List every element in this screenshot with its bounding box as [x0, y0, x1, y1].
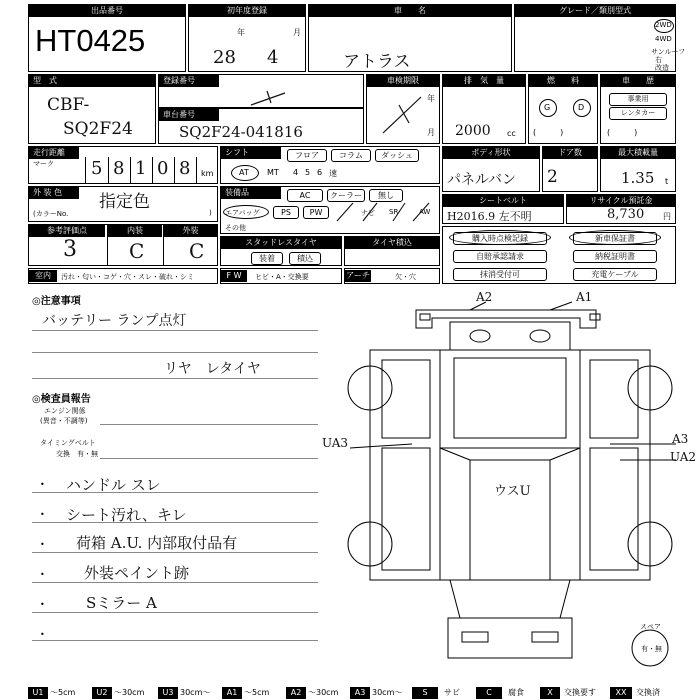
interior-condition-items: 汚れ・匂い・コゲ・穴・スレ・破れ・シミ [61, 273, 194, 281]
studless-header: スタッドレスタイヤ [221, 237, 341, 249]
equipment-airbag-circle [223, 205, 269, 219]
tire-load-box [344, 236, 440, 266]
diagram-ua3-left: UA3 [322, 436, 349, 450]
lot-number-value: HT0425 [35, 23, 146, 58]
color-sub: (カラーNo. [33, 210, 69, 218]
model-value-line1: CBF- [47, 95, 90, 115]
equipment-none: 無し [369, 189, 403, 202]
legend-code: U2 [92, 687, 112, 699]
equipment-ps: PS [273, 206, 299, 219]
legend-code: C [476, 687, 502, 699]
legend-desc: 30cm～ [372, 688, 403, 697]
interior-score-header: 内装 [108, 225, 162, 237]
inspection-year-unit: 年 [427, 94, 435, 103]
first-registration-header: 初年度登録 [189, 5, 305, 17]
arch-header: アーチ [346, 271, 370, 280]
equipment-airbag: エアバッグ [225, 209, 260, 217]
mileage-digit: 5 [91, 158, 103, 179]
score-value: 3 [63, 237, 77, 262]
mileage-digit: 8 [113, 158, 125, 179]
recycle-value: 8,730 [607, 207, 645, 222]
engine-sub: (異音・不調等) [40, 417, 88, 425]
fuel-paren: ( ) [533, 128, 564, 137]
mileage-digit: 8 [179, 158, 191, 179]
service-circle [569, 230, 661, 245]
shift-floor: フロア [287, 149, 327, 162]
equipment-cooler: クーラー [327, 189, 365, 202]
body-type-box [442, 146, 540, 192]
notes-line2: リヤ レタイヤ [164, 361, 261, 377]
seatbelt-value: H2016.9 左不明 [447, 210, 532, 223]
diagram-ua2-right: UA2 [670, 450, 697, 464]
shift-dash: ダッシュ [375, 149, 419, 162]
diagram-roof-note: ウスU [494, 484, 531, 499]
fuel-d: D [578, 103, 585, 112]
first-reg-year: 28 [213, 47, 236, 68]
service-item: 自賠承認請求 [453, 250, 547, 263]
shift-speed-6: 6 [317, 168, 323, 177]
seatbelt-header: シートベルト [443, 195, 563, 207]
shift-mt: MT [267, 168, 279, 177]
shift-speed-5: 5 [305, 168, 311, 177]
capacity-box [600, 146, 676, 192]
displacement-box [442, 74, 526, 144]
first-reg-year-unit: 年 [237, 28, 245, 37]
car-name-header: 車 名 [309, 5, 511, 17]
mileage-digits [85, 157, 197, 183]
mileage-mark: マーク [33, 160, 54, 168]
legend-desc: ～30cm [114, 688, 145, 697]
model-header: 型 式 [29, 75, 155, 87]
mileage-box [28, 146, 218, 184]
remark-item: シート汚れ、キレ [66, 506, 187, 524]
diagram-a3-right: A3 [672, 432, 689, 446]
chassis-header: 車台番号 [159, 109, 219, 121]
equipment-strikes [333, 201, 433, 223]
fuel-header: 燃 料 [529, 75, 597, 87]
diagram-a1: A1 [576, 290, 593, 304]
mileage-digit: 1 [135, 158, 147, 179]
grade-header: グレード／類別型式 [515, 5, 675, 17]
body-type-value: パネルバン [447, 172, 517, 188]
service-item: 購入時点検記録 [453, 232, 547, 245]
legend-code: XX [610, 687, 632, 699]
legend-code: U3 [158, 687, 178, 699]
studless-opt1: 装着 [251, 252, 283, 265]
fw-box [220, 268, 342, 284]
doors-value: 2 [547, 167, 558, 187]
legend-desc: サビ [444, 688, 460, 697]
equipment-pw: PW [303, 206, 329, 219]
services-box [442, 226, 676, 284]
equipment-sr: SR [389, 208, 399, 216]
lot-number-header: 出品番号 [29, 5, 185, 17]
spare-options: 有・無 [641, 645, 662, 653]
mileage-unit: km [201, 169, 214, 178]
arch-items: 欠・穴 [395, 273, 416, 281]
tire-load-header: タイヤ積込 [345, 237, 439, 249]
doors-header: ドア数 [543, 147, 597, 159]
inspection-month-unit: 月 [427, 128, 435, 137]
exterior-score-header: 外装 [164, 225, 217, 237]
recycle-unit: 円 [663, 212, 671, 221]
grade-2wd: 2WD [655, 21, 672, 29]
legend-code: X [540, 687, 560, 699]
grade-right: 右 [655, 56, 662, 64]
shift-header: シフト [221, 147, 281, 159]
recycle-box [566, 194, 676, 224]
legend-desc: ～5cm [244, 688, 270, 697]
service-item: 抹消受付可 [453, 268, 547, 281]
body-type-header: ボディ形状 [443, 147, 539, 159]
seatbelt-box [442, 194, 564, 224]
first-registration-box [188, 4, 306, 72]
first-reg-month: 4 [267, 47, 279, 68]
studless-box [220, 236, 342, 266]
equipment-navi: ナビ [361, 209, 375, 217]
inspection-header: 車検期限 [367, 75, 439, 87]
mileage-header: 走行距離 [29, 147, 79, 159]
legend-desc: 30cm～ [180, 688, 211, 697]
legend-code: S [412, 687, 438, 699]
legend-desc: ～5cm [50, 688, 76, 697]
legend-bar [28, 687, 678, 699]
legend-code: U1 [28, 687, 48, 699]
history-paren: ( ) [607, 128, 638, 137]
history-rental: レンタカー [609, 107, 667, 120]
fuel-box [528, 74, 598, 144]
chassis-box [158, 108, 364, 144]
car-name-value: アトラス [343, 52, 411, 72]
legend-code: A2 [286, 687, 306, 699]
color-header: 外 装 色 [29, 187, 79, 199]
legend-code: A1 [222, 687, 242, 699]
service-item: 新車保証書 [573, 232, 657, 245]
service-item: 納税証明書 [573, 250, 657, 263]
legend-desc: 交換要す [564, 688, 596, 697]
remark-item: ハンドル スレ [66, 476, 161, 494]
arch-box [344, 268, 440, 284]
inspection-box [366, 74, 440, 144]
history-box [600, 74, 676, 144]
color-box [28, 186, 218, 222]
grade-box [514, 4, 686, 72]
shift-box [220, 146, 440, 184]
displacement-unit: cc [507, 129, 516, 138]
equipment-other: その他 [225, 224, 246, 232]
score-header: 参考評価点 [29, 225, 105, 237]
color-paren-close: ) [209, 209, 212, 217]
capacity-header: 最大積載量 [601, 147, 675, 159]
fuel-g: G [544, 103, 551, 112]
displacement-header: 排 気 量 [443, 75, 525, 87]
exterior-score-value: C [189, 239, 205, 263]
capacity-unit: t [665, 177, 669, 186]
doors-box [542, 146, 598, 192]
grade-mod: 改造 [655, 64, 669, 72]
capacity-value: 1.35 [621, 169, 655, 187]
recycle-header: リサイクル預託金 [567, 195, 675, 207]
interior-score-value: C [129, 239, 145, 263]
legend-code: A3 [350, 687, 370, 699]
model-box [28, 74, 156, 144]
shift-at: AT [239, 168, 249, 177]
service-item: 充電ケーブル [573, 268, 657, 281]
remark-item: 外装ペイント跡 [84, 564, 190, 582]
inspection-strike [379, 93, 425, 137]
inspector-header: ◎検査員報告 [32, 394, 91, 405]
legend-desc: 交換済 [636, 688, 660, 697]
chassis-value: SQ2F24-041816 [179, 123, 303, 141]
notes-header: ◎注意事項 [32, 296, 81, 307]
displacement-value: 2000 [455, 123, 491, 139]
shift-column: コラム [331, 149, 371, 162]
equipment-ac: AC [287, 189, 323, 202]
first-reg-month-unit: 月 [293, 28, 301, 37]
engine-label: エンジン関係 [44, 407, 86, 415]
legend-desc: 腐食 [508, 688, 524, 697]
legend-desc: ～30cm [308, 688, 339, 697]
studless-opt2: 積込 [289, 252, 321, 265]
service-circle [449, 230, 551, 245]
fw-items: ヒビ・A・交換要 [255, 273, 309, 281]
equipment-box [220, 186, 440, 234]
history-commercial: 事業用 [609, 93, 667, 106]
registration-header: 登録番号 [159, 75, 219, 87]
interior-condition-header: 室内 [29, 270, 57, 282]
car-name-box [308, 4, 512, 72]
color-value: 指定色 [99, 192, 150, 212]
grade-sunroof: サンルーフ [651, 48, 686, 56]
lot-number-box [28, 4, 186, 72]
remark-item: Sミラー A [86, 594, 157, 612]
shift-speed-4: 4 [293, 168, 299, 177]
model-value-line2: SQ2F24 [63, 119, 133, 139]
remark-item: 荷箱 A.U. 内部取付品有 [76, 534, 238, 552]
timing-label: タイミングベルト [40, 439, 96, 447]
mileage-digit: 0 [157, 158, 169, 179]
timing-sub: 交換 有・無 [56, 450, 98, 458]
registration-box [158, 74, 364, 108]
spare-label: スペア [640, 623, 661, 631]
history-header: 車 歴 [601, 75, 675, 87]
diagram-a2: A2 [476, 290, 493, 304]
equipment-header: 装備品 [221, 187, 281, 199]
grade-4wd: 4WD [655, 35, 672, 43]
score-box [28, 224, 218, 266]
shift-speed-unit: 速 [329, 169, 337, 178]
registration-strike [249, 89, 289, 107]
fw-header: F W [221, 270, 247, 282]
interior-condition-box [28, 268, 218, 284]
equipment-aw: AW [419, 208, 431, 216]
notes-line1: バッテリー ランプ点灯 [42, 313, 187, 329]
